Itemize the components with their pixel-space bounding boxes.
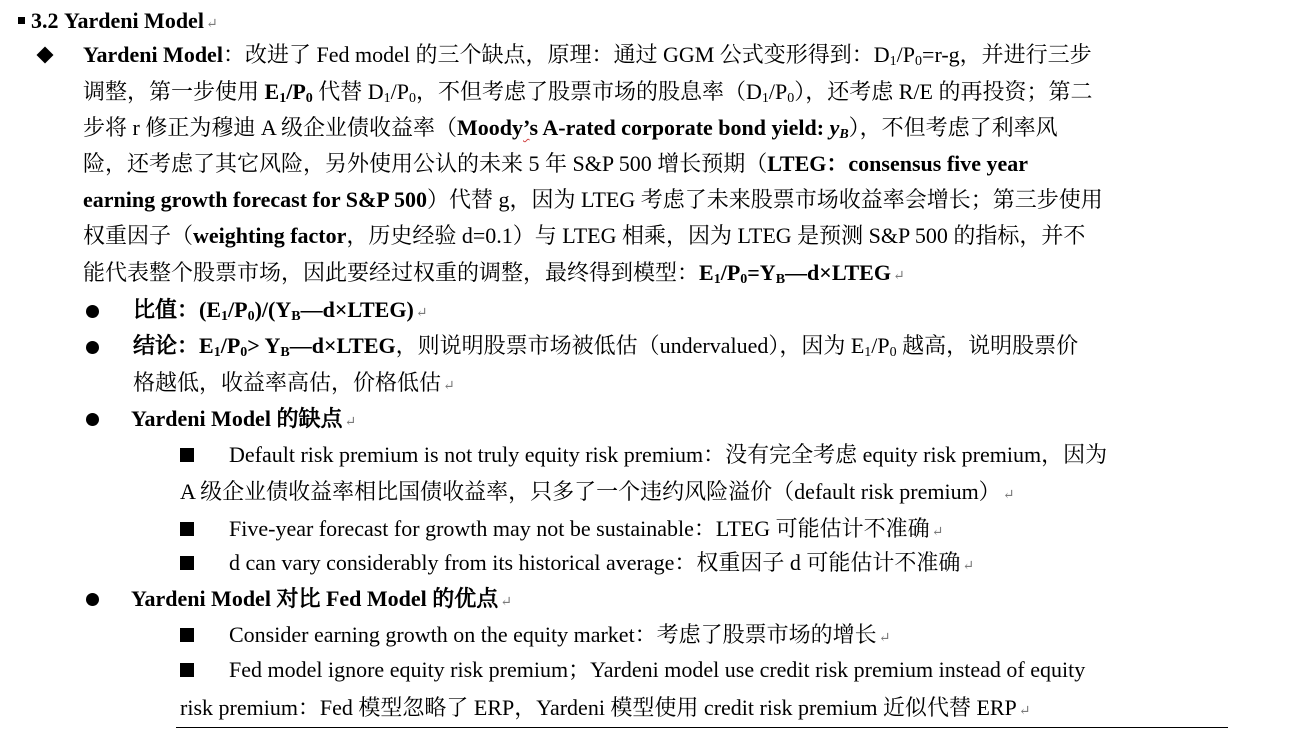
square-bullet-icon [180,628,194,642]
intro-line-1: Yardeni Model：改进了 Fed model 的三个缺点，原理：通过 GGM 公式变形得到：$D_1/P_0=r-g$，并进行三步 [83,42,1092,69]
square-bullet-icon [180,556,194,570]
drawback-item-3: d can vary considerably from its historical average：权重因子 d 可能估计不准确 ↵ [229,550,975,575]
diamond-bullet-icon [37,47,54,64]
paragraph-mark-icon: ↵ [500,595,512,610]
bullet-dot-icon [86,593,99,606]
intro-line-6: 权重因子（weighting factor，历史经验 d=0.1）与 LTEG 相乘，因为 LTEG 是预测 S&P 500 的指标，并不 [83,223,1086,248]
drawback-item-1-line-1: Default risk premium is not truly equity risk premium：没有完全考虑 equity risk premium，因为 [229,442,1108,467]
section-title: Yardeni Model [64,8,204,33]
conclusion-line-1: 结论：$E_1/P_0>$ $Y_B—d\times LTEG$，则说明股票市场被低估（undervalued），因为 $E_1/P_0$ 越高，说明股票价 [133,333,1079,360]
drawback-item-1-line-2: A 级企业债收益率相比国债收益率，只多了一个违约风险溢价（default risk premium） ↵ [180,479,1015,504]
paragraph-mark-icon: ↵ [931,525,944,540]
advantage-item-2-line-1: Fed model ignore equity risk premium；Yardeni model use credit risk premium instead of equity [229,657,1086,682]
section-number: 3.2 [31,8,59,33]
advantages-title: Yardeni Model 对比 Fed Model 的优点 ↵ [131,586,512,611]
square-bullet-icon [180,522,194,536]
bullet-dot-icon [86,413,99,426]
intro-line-5: earning growth forecast for S&P 500）代替 g，因为 LTEG 考虑了未来股票市场收益率会增长；第三步使用 [83,187,1103,212]
paragraph-mark-icon: ↵ [415,306,428,321]
paragraph-mark-icon: ↵ [443,379,455,394]
square-bullet-icon [180,663,194,677]
paragraph-mark-icon: ↵ [962,559,975,574]
paragraph-mark-icon: ↵ [344,415,357,430]
bottom-rule [176,727,1228,728]
paragraph-mark-icon: ↵ [892,269,905,284]
paragraph-mark-icon: ↵ [1018,704,1031,719]
advantage-item-2-line-2: risk premium：Fed 模型忽略了 ERP，Yardeni 模型使用 credit risk premium 近似代替 ERP ↵ [180,695,1031,720]
heading-bullet-icon [18,17,25,24]
intro-line-7: 能代表整个股票市场，因此要经过权重的调整，最终得到模型：$E_1/P_0=Y_B—d\times LTEG$ ↵ [83,260,905,287]
ratio-line: 比值：$(E_1/P_0)/(Y_B—d\times LTEG)$ ↵ [133,297,428,324]
conclusion-label: 结论： [133,333,200,358]
section-heading [18,5,218,37]
paragraph-mark-icon: ↵ [1002,488,1015,503]
paragraph-mark-icon: ↵ [878,631,891,646]
intro-line-2: 调整，第一步使用 $E_1/P_0$ 代替 $D_1/P_0$，不但考虑了股票市场的股息率$(D_1/P_0)$，还考虑 R/E 的再投资；第二 [83,79,1093,106]
square-bullet-icon [180,448,194,462]
ratio-label: 比值： [133,297,200,322]
bullet-dot-icon [86,305,99,318]
intro-line-4: 险，还考虑了其它风险，另外使用公认的未来 5 年 S&P 500 增长预期（LTEG：consensus five year [83,151,1029,176]
paragraph-mark-icon: ↵ [205,17,218,32]
drawbacks-title: Yardeni Model 的缺点 ↵ [131,406,357,431]
bullet-dot-icon [86,341,99,354]
conclusion-line-2: 格越低，收益率高估，价格低估 ↵ [133,370,455,395]
drawback-item-2: Five-year forecast for growth may not be sustainable：LTEG 可能估计不准确 ↵ [229,516,944,541]
advantage-item-1: Consider earning growth on the equity market：考虑了股票市场的增长 ↵ [229,622,891,647]
intro-line-3: 步将 r 修正为穆迪 A 级企业债收益率（Moody’s A-rated corporate bond yield: $y_B$），不但考虑了利率风 [83,115,1058,142]
